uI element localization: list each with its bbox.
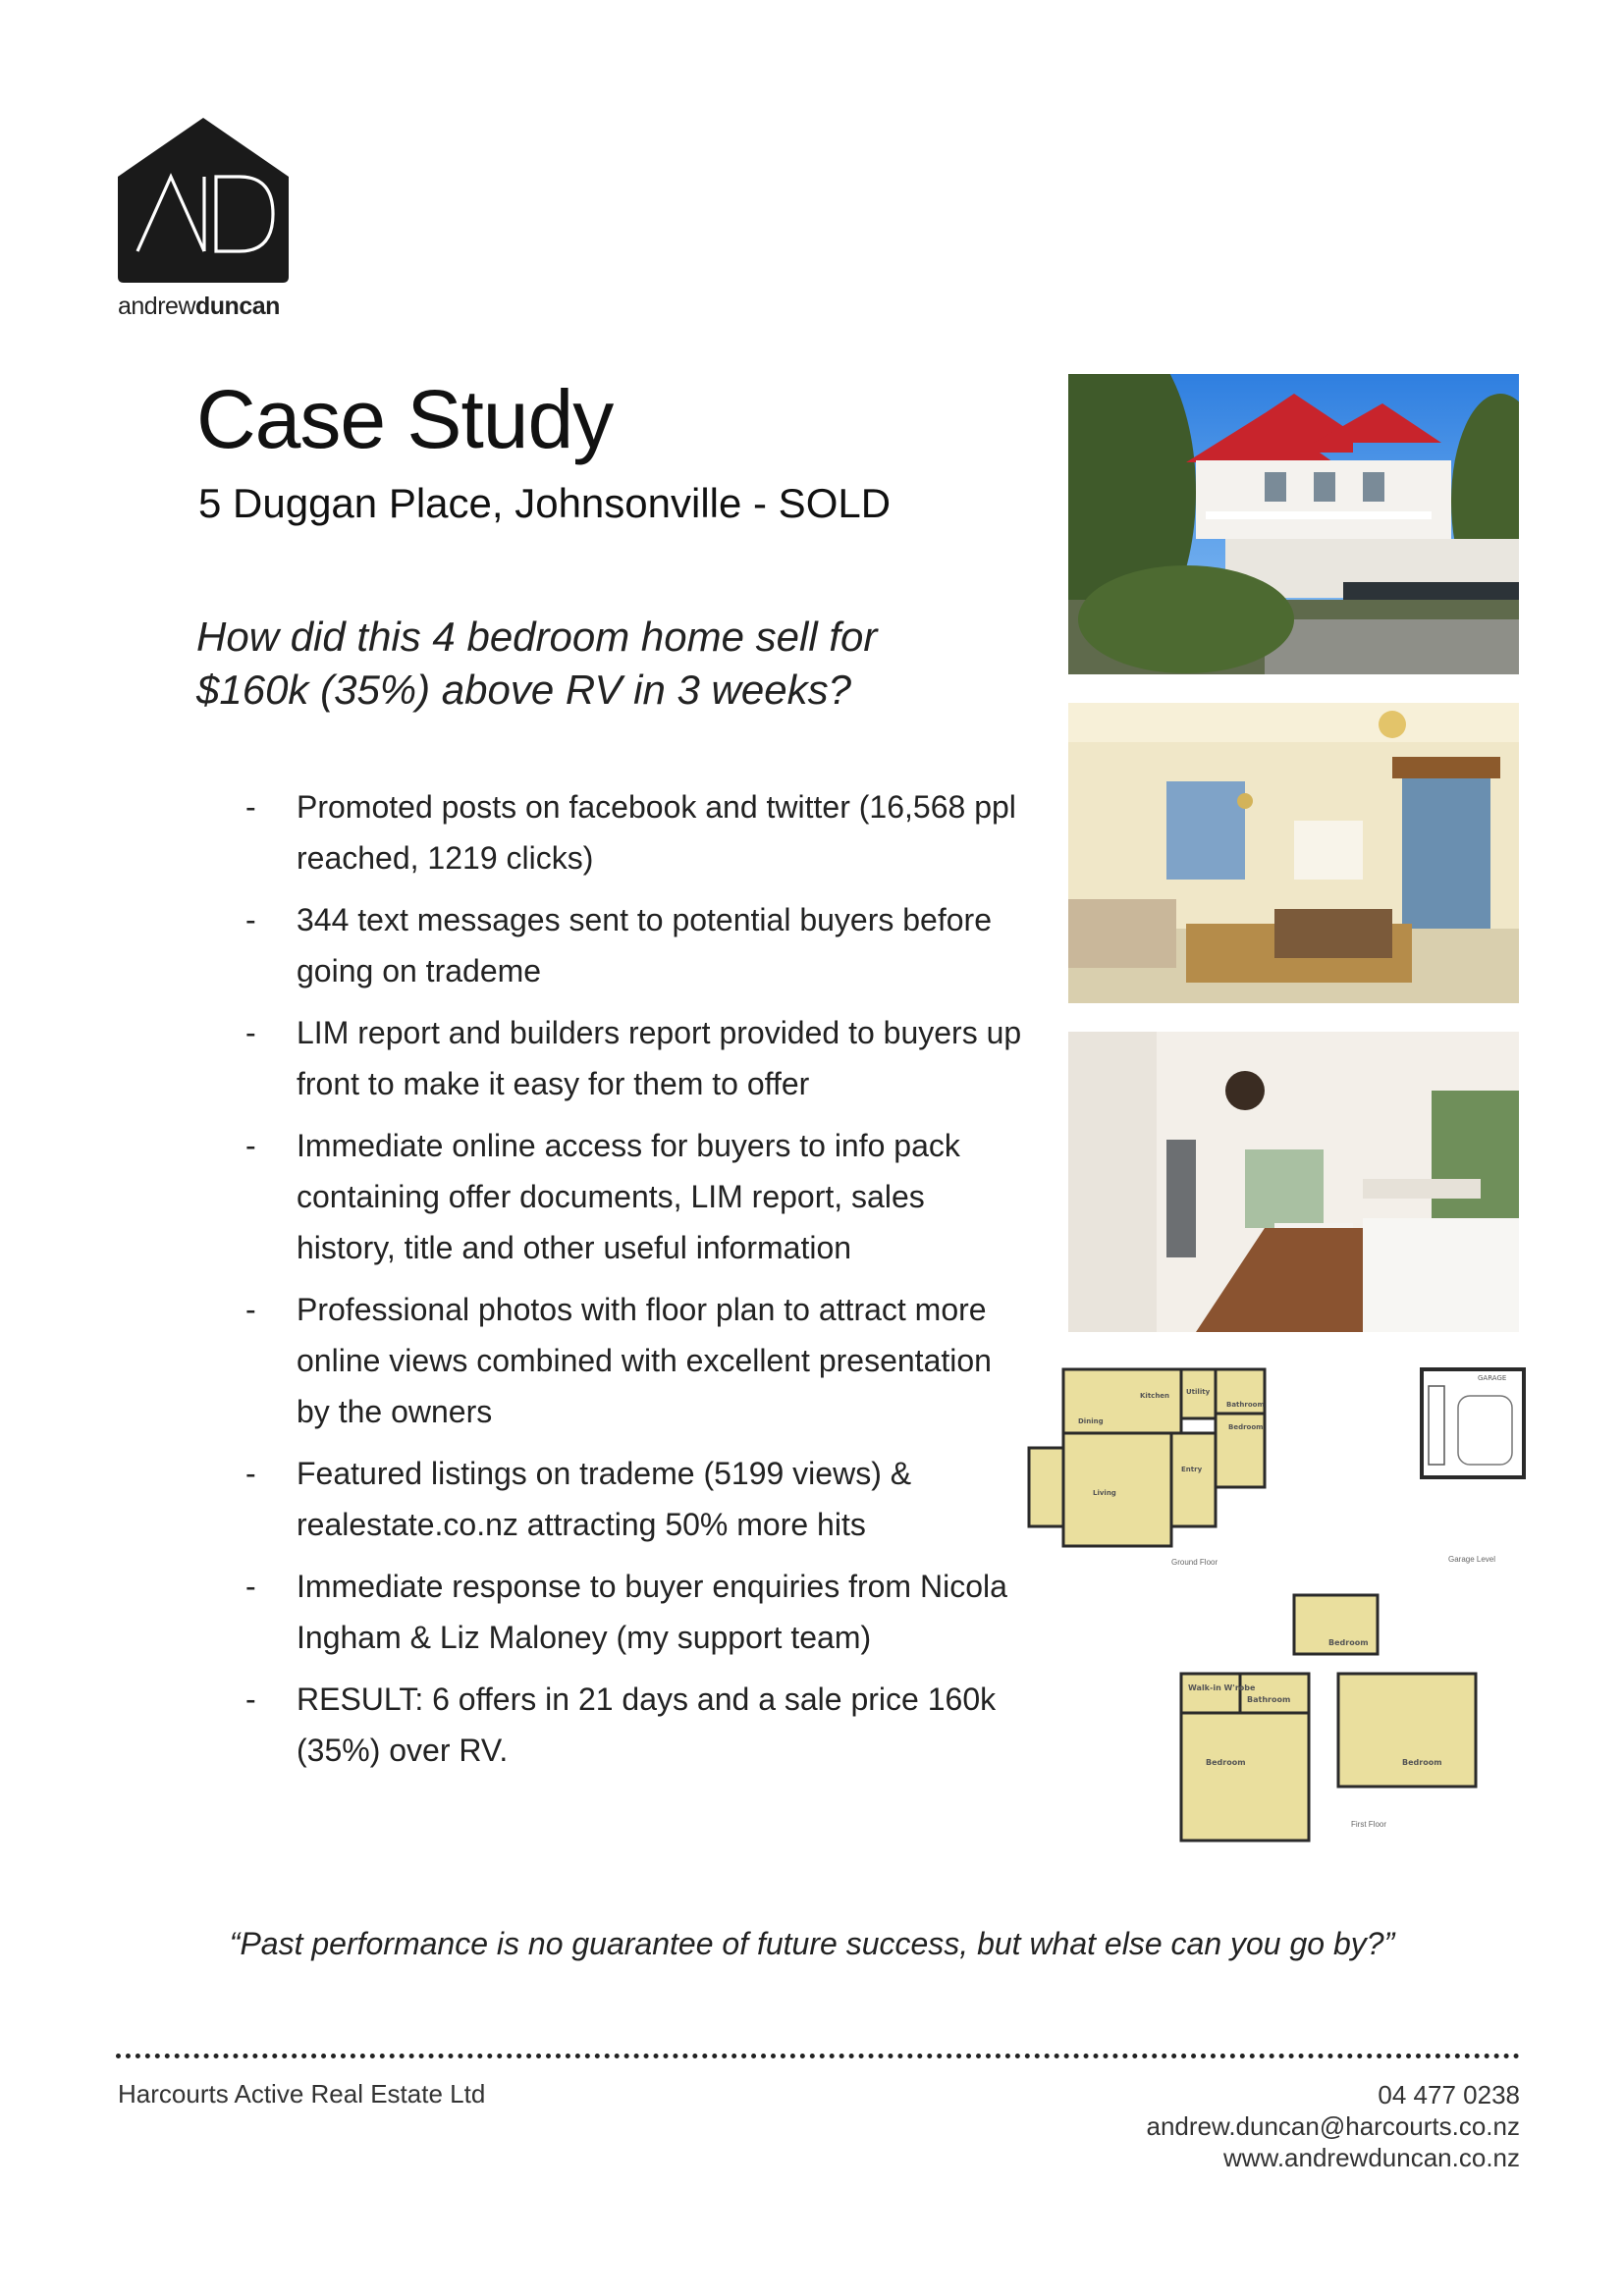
agent-logo: [116, 116, 291, 322]
strategy-text: Promoted posts on facebook and twitter (16,568 ppl reached, 1219 clicks): [297, 789, 1016, 876]
strategy-text: Immediate online access for buyers to info pack containing offer documents, LIM report, sales history, title and other useful information: [297, 1128, 960, 1265]
bullet-dash: -: [245, 1128, 256, 1163]
bullet-dash: -: [245, 902, 256, 937]
ground-floor-plan: [1024, 1364, 1309, 1585]
bullet-dash: -: [245, 789, 256, 825]
strategy-text: Featured listings on trademe (5199 views) & realestate.co.nz attracting 50% more hits: [297, 1456, 912, 1542]
plan-caption: First Floor: [1351, 1820, 1386, 1829]
bullet-dash: -: [245, 1682, 256, 1717]
room-label: Bedroom: [1402, 1758, 1442, 1767]
room-label: Entry: [1181, 1466, 1203, 1473]
result-label: RESULT:: [297, 1682, 424, 1717]
garage-plan: [1419, 1366, 1527, 1563]
case-question: How did this 4 bedroom home sell for $160k (35%) above RV in 3 weeks?: [196, 614, 878, 713]
strategy-text: Immediate response to buyer enquiries from Nicola Ingham & Liz Maloney (my support team): [297, 1569, 1007, 1655]
bullet-dash: -: [245, 1456, 256, 1491]
strategy-item: [245, 1120, 1031, 1273]
bullet-dash: -: [245, 1292, 256, 1327]
phone-number: 04 477 0238: [1378, 2080, 1520, 2109]
room-label: Bedroom: [1228, 1423, 1264, 1431]
strategy-item: [245, 1007, 1031, 1109]
strategy-item: [245, 1674, 1031, 1776]
strategy-item: [245, 894, 1031, 996]
website-link[interactable]: www.andrewduncan.co.nz: [1222, 2143, 1520, 2172]
strategy-item: [245, 1284, 1031, 1437]
strategy-item: [245, 1561, 1031, 1663]
email-link[interactable]: andrew.duncan@harcourts.co.nz: [1146, 2111, 1520, 2141]
strategy-text: 344 text messages sent to potential buyers before going on trademe: [297, 902, 992, 988]
room-label: Walk-in W'robe: [1188, 1683, 1256, 1692]
closing-quote: “Past performance is no guarantee of future success, but what else can you go by?”: [229, 1926, 1395, 1961]
exterior-photo: [1068, 374, 1519, 674]
footer-divider: [116, 2054, 1520, 2058]
house-logo-icon: [116, 116, 291, 285]
kitchen-photo: [1068, 1032, 1519, 1332]
strategy-text: LIM report and builders report provided to buyers up front to make it easy for them to offer: [297, 1015, 1022, 1101]
room-label: Dining: [1078, 1417, 1104, 1425]
first-floor-plan: [1176, 1590, 1481, 1850]
plan-caption: Garage Level: [1448, 1555, 1496, 1564]
room-label: Utility: [1186, 1388, 1211, 1396]
living-room-photo: [1068, 703, 1519, 1003]
room-label: Living: [1093, 1489, 1116, 1497]
room-label: Bedroom: [1206, 1758, 1246, 1767]
strategy-text: Professional photos with floor plan to attract more online views combined with excellent presentation by the owners: [297, 1292, 992, 1429]
room-label: Bedroom: [1328, 1638, 1369, 1647]
strategy-item: [245, 781, 1031, 883]
room-label: Kitchen: [1140, 1392, 1170, 1400]
property-address: 5 Duggan Place, Johnsonville - SOLD: [198, 480, 892, 526]
strategy-text: 6 offers in 21 days and a sale price 160k (35%) over RV.: [297, 1682, 997, 1768]
logo-wordmark: andrewduncan: [118, 293, 280, 320]
strategy-item: [245, 1448, 1031, 1550]
page-title: Case Study: [196, 373, 614, 465]
contact-block: [1146, 2079, 1520, 2173]
company-name: Harcourts Active Real Estate Ltd: [118, 2079, 486, 2109]
room-label: GARAGE: [1478, 1374, 1507, 1382]
strategy-list: [245, 781, 1031, 1787]
room-label: Bathroom: [1226, 1401, 1265, 1409]
room-label: Bathroom: [1247, 1695, 1291, 1704]
bullet-dash: -: [245, 1569, 256, 1604]
bullet-dash: -: [245, 1015, 256, 1050]
plan-caption: Ground Floor: [1171, 1558, 1218, 1567]
